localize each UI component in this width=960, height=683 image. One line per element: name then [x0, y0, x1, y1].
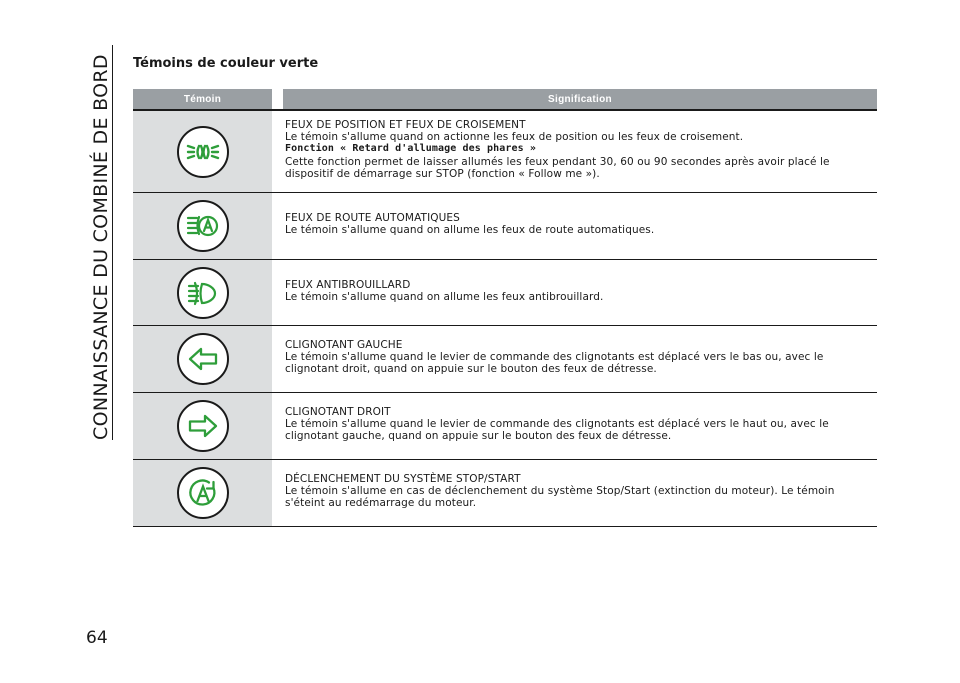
row-subtitle: Fonction « Retard d'allumage des phares »: [285, 143, 536, 155]
position-lights-icon: [177, 126, 229, 178]
table-row: [133, 260, 877, 326]
row-text: Le témoin s'allume quand on allume les feux antibrouillard.: [285, 291, 604, 304]
left-turn-signal-icon: [177, 333, 229, 385]
table-header: [133, 89, 877, 111]
row-title: FEUX DE ROUTE AUTOMATIQUES: [285, 212, 460, 224]
icon-cell: [133, 460, 272, 526]
table-row: [133, 326, 877, 393]
side-divider: [112, 45, 113, 440]
icon-cell: [133, 260, 272, 325]
row-title: CLIGNOTANT GAUCHE: [285, 339, 403, 351]
warning-lights-table: [133, 89, 877, 527]
stop-start-icon: [177, 467, 229, 519]
auto-high-beam-icon: [177, 200, 229, 252]
header-signification: Signification: [272, 89, 877, 109]
page-number: 64: [86, 628, 108, 648]
row-text: Le témoin s'allume quand le levier de commande des clignotants est déplacé vers le bas ou, avec le clignotant droit, quand on appuie sur le bouton des feux de détresse.: [285, 351, 824, 376]
row-title: FEUX ANTIBROUILLARD: [285, 279, 411, 291]
row-subtext: Cette fonction permet de laisser allumés les feux pendant 30, 60 ou 90 secondes après avoir placé le dispositif de démarrage sur STOP (fonction « Follow me »).: [285, 155, 830, 180]
description-cell: [272, 460, 877, 526]
section-title: Témoins de couleur verte: [133, 56, 319, 71]
table-row: [133, 460, 877, 527]
row-title: DÉCLENCHEMENT DU SYSTÈME STOP/START: [285, 473, 521, 485]
table-row: [133, 193, 877, 260]
row-title: CLIGNOTANT DROIT: [285, 406, 391, 418]
row-text: Le témoin s'allume en cas de déclenchement du système Stop/Start (extinction du moteur). Le témoin s'éteint au redémarrage du moteur.: [285, 485, 835, 510]
row-text: Le témoin s'allume quand le levier de commande des clignotants est déplacé vers le haut ou, avec le clignotant gauche, quand on appuie sur le bouton des feux de détresse.: [285, 418, 829, 443]
description-cell: [272, 193, 877, 259]
description-cell: [272, 111, 877, 192]
side-chapter-title: CONNAISSANCE DU COMBINÉ DE BORD: [90, 54, 112, 440]
icon-cell: [133, 193, 272, 259]
row-title: FEUX DE POSITION ET FEUX DE CROISEMENT: [285, 119, 526, 131]
description-cell: [272, 260, 877, 325]
table-row: [133, 393, 877, 460]
description-cell: [272, 393, 877, 459]
header-temoin: Témoin: [133, 89, 272, 109]
icon-cell: [133, 111, 272, 192]
icon-cell: [133, 326, 272, 392]
row-text: Le témoin s'allume quand on actionne les feux de position ou les feux de croisement.: [285, 131, 744, 144]
right-turn-signal-icon: [177, 400, 229, 452]
table-row: [133, 111, 877, 193]
fog-light-icon: [177, 267, 229, 319]
row-text: Le témoin s'allume quand on allume les feux de route automatiques.: [285, 224, 655, 237]
description-cell: [272, 326, 877, 392]
icon-cell: [133, 393, 272, 459]
